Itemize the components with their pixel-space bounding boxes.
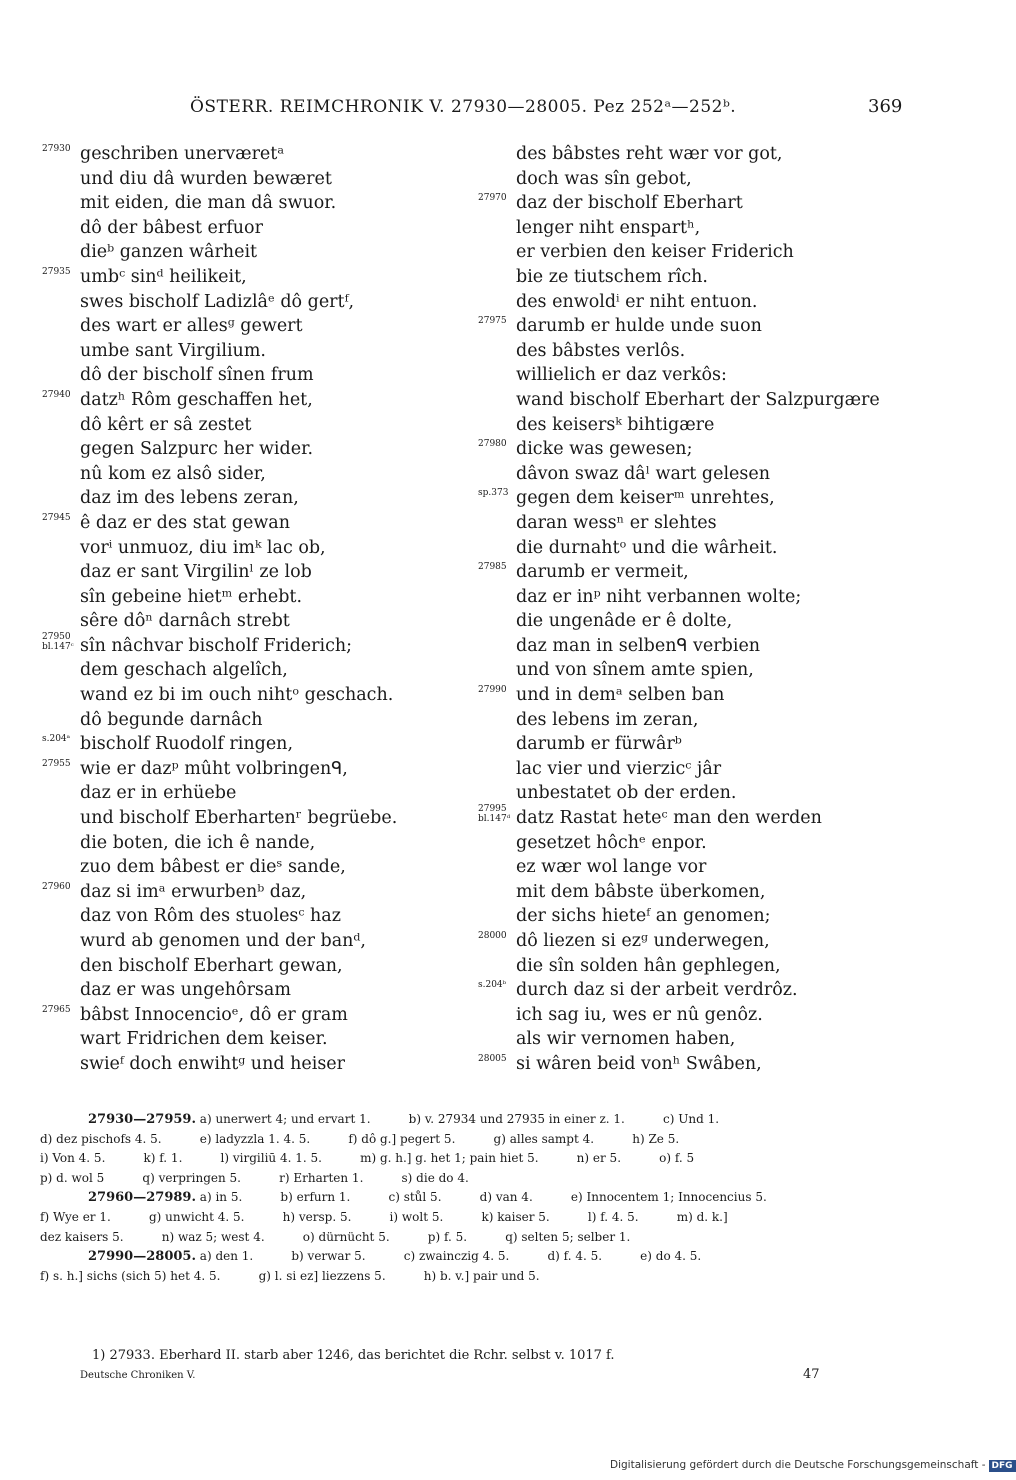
verse-line bbox=[478, 781, 948, 806]
verse-line bbox=[478, 363, 948, 388]
verse-text: swieᶠ doch enwihtᵍ und heiser bbox=[80, 1053, 346, 1074]
verse-line bbox=[42, 339, 482, 364]
apparatus-range: 27930—27959. bbox=[88, 1112, 196, 1127]
apparatus-line bbox=[40, 1247, 900, 1267]
verse-text: dô begunde darnâch bbox=[80, 709, 263, 730]
verse-text: und diu dâ wurden bewæret bbox=[80, 168, 332, 189]
verse-text: dieᵇ ganzen wârheit bbox=[80, 242, 258, 263]
verse-text: dâvon swaz dâˡ wart gelesen bbox=[516, 463, 771, 484]
verse-line bbox=[42, 142, 482, 167]
apparatus-text: p) d. wol 5 q) verpringen 5. r) Erharten 1. s) die do 4. bbox=[40, 1170, 469, 1185]
verse-line bbox=[42, 631, 482, 659]
verse-line bbox=[478, 240, 948, 265]
line-number: 27965 bbox=[42, 1004, 71, 1015]
verse-line bbox=[478, 1027, 948, 1052]
verse-text: der sichs hieteᶠ an genomen; bbox=[516, 906, 771, 927]
footnote: 1) 27933. Eberhard II. starb aber 1246, das berichtet die Rchr. selbst v. 1017 f. bbox=[92, 1348, 615, 1363]
verse-line bbox=[478, 904, 948, 929]
verse-text: ez wær wol lange vor bbox=[516, 857, 707, 878]
verse-text: unbestatet ob der erden. bbox=[516, 783, 737, 804]
verse-line bbox=[42, 855, 482, 880]
apparatus-line bbox=[40, 1208, 900, 1228]
line-number: 27930 bbox=[42, 144, 71, 154]
verse-line bbox=[42, 683, 482, 708]
verse-text: sîn nâchvar bischolf Friderich; bbox=[80, 635, 353, 656]
verse-text: daz von Rôm des stuolesᶜ haz bbox=[80, 906, 341, 927]
verse-line bbox=[478, 658, 948, 683]
verse-line bbox=[478, 216, 948, 241]
line-number: 27950 bl.147ᶜ bbox=[42, 631, 74, 652]
line-number: 28000 bbox=[478, 931, 507, 941]
verse-text: dô liezen si ezᵍ underwegen, bbox=[516, 931, 770, 951]
verse-line bbox=[478, 339, 948, 364]
apparatus-line bbox=[40, 1149, 900, 1169]
verse-line bbox=[478, 634, 948, 659]
verse-line bbox=[42, 929, 482, 954]
verse-text: und bischolf Eberhartenʳ begrüebe. bbox=[80, 808, 398, 829]
verse-text: sîn gebeine hietᵐ erhebt. bbox=[80, 586, 303, 607]
line-number: 27985 bbox=[478, 562, 507, 573]
verse-line bbox=[42, 806, 482, 831]
verse-line bbox=[478, 683, 948, 708]
verse-text: doch was sîn gebot, bbox=[516, 168, 692, 189]
verse-line bbox=[478, 486, 948, 511]
verse-text: dô der bischolf sînen frum bbox=[80, 365, 314, 386]
apparatus-line bbox=[40, 1169, 900, 1189]
verse-text: darumb er fürwârᵇ bbox=[516, 734, 682, 755]
verse-text: umbe sant Virgilium. bbox=[80, 340, 266, 361]
verse-line bbox=[478, 314, 948, 339]
apparatus-line bbox=[40, 1228, 900, 1248]
line-number: s.204ᵃ bbox=[42, 734, 71, 745]
verse-line bbox=[42, 486, 482, 511]
verse-text: des wart er allesᵍ gewert bbox=[80, 316, 303, 337]
verse-text: gegen Salzpurc her wider. bbox=[80, 439, 314, 460]
verse-line bbox=[42, 388, 482, 413]
running-header: ÖSTERR. REIMCHRONIK V. 27930—28005. Pez 252ᵃ—252ᵇ. bbox=[190, 97, 737, 117]
verse-line bbox=[478, 954, 948, 979]
verse-text: zuo dem bâbest er dieˢ sande, bbox=[80, 857, 346, 878]
verse-line bbox=[42, 609, 482, 634]
verse-line bbox=[42, 240, 482, 265]
verse-text: mit dem bâbste überkomen, bbox=[516, 881, 766, 902]
verse-text: lenger niht enspartʰ, bbox=[516, 217, 701, 238]
verse-line bbox=[478, 437, 948, 462]
verse-line bbox=[42, 954, 482, 979]
verse-line bbox=[42, 978, 482, 1003]
verse-line bbox=[42, 536, 482, 561]
verse-line bbox=[478, 855, 948, 880]
verse-text: durch daz si der arbeit verdrôz. bbox=[516, 980, 798, 1001]
verse-text: bâbst Innocencioᵉ, dô er gram bbox=[80, 1004, 348, 1025]
verse-line bbox=[42, 658, 482, 683]
verse-text: geschriben unerværetᵃ bbox=[80, 144, 285, 164]
verse-text: darumb er hulde unde suon bbox=[516, 316, 762, 337]
verse-text: dicke was gewesen; bbox=[516, 439, 693, 460]
dfg-credit-text: Digitalisierung gefördert durch die Deutsche Forschungsgemeinschaft - bbox=[610, 1459, 986, 1471]
verse-text: und in demᵃ selben ban bbox=[516, 685, 725, 706]
line-number: 27945 bbox=[42, 512, 71, 523]
line-number: 27995 bl.147ᵈ bbox=[478, 804, 511, 825]
verse-text: vorⁱ unmuoz, diu imᵏ lac ob, bbox=[80, 537, 326, 558]
verse-line bbox=[42, 585, 482, 610]
apparatus-line bbox=[40, 1130, 900, 1150]
verse-line bbox=[42, 191, 482, 216]
verse-line bbox=[42, 757, 482, 782]
verse-text: er verbien den keiser Friderich bbox=[516, 242, 794, 263]
verse-line bbox=[478, 290, 948, 315]
verse-line bbox=[42, 880, 482, 905]
verse-line bbox=[478, 708, 948, 733]
line-number: 27940 bbox=[42, 389, 71, 400]
verse-text: daz der bischolf Eberhart bbox=[516, 193, 743, 214]
verse-line bbox=[42, 290, 482, 315]
line-number: 28005 bbox=[478, 1053, 507, 1064]
verse-line bbox=[478, 511, 948, 536]
verse-text: wie er dazᵖ mûht volbringenᑫ, bbox=[80, 758, 348, 779]
verse-text: umbᶜ sinᵈ heilikeit, bbox=[80, 266, 247, 287]
verse-line bbox=[478, 462, 948, 487]
verse-text: die durnahtᵒ und die wârheit. bbox=[516, 537, 778, 558]
verse-line bbox=[478, 413, 948, 438]
verse-line bbox=[42, 167, 482, 192]
verse-line bbox=[478, 388, 948, 413]
page-number: 369 bbox=[868, 96, 903, 117]
dfg-logo: DFG bbox=[989, 1460, 1016, 1472]
verse-text: des lebens im zeran, bbox=[516, 709, 699, 730]
verse-line bbox=[42, 560, 482, 585]
verse-text: bischolf Ruodolf ringen, bbox=[80, 734, 294, 755]
verse-text: die boten, die ich ê nande, bbox=[80, 832, 316, 853]
verse-text: daz man in selbenᑫ verbien bbox=[516, 635, 761, 656]
verse-text: daz si imᵃ erwurbenᵇ daz, bbox=[80, 881, 307, 902]
apparatus-line bbox=[40, 1110, 900, 1130]
verse-text: datzʰ Rôm geschaffen het, bbox=[80, 389, 313, 410]
apparatus-text: a) in 5. b) erfurn 1. c) stůl 5. d) van 4. e) Innocentem 1; Innocencius 5. bbox=[195, 1190, 767, 1205]
verse-text: darumb er vermeit, bbox=[516, 562, 689, 583]
verse-text: nû kom ez alsô sider, bbox=[80, 463, 266, 484]
verse-line bbox=[42, 216, 482, 241]
dfg-credit bbox=[610, 1459, 1016, 1472]
verse-text: willielich er daz verkôs: bbox=[516, 365, 727, 386]
line-number: 27980 bbox=[478, 439, 507, 450]
apparatus-text: f) Wye er 1. g) unwicht 4. 5. h) versp. 5. i) wolt 5. k) kaiser 5. l) f. 4. 5. m) d. k.] bbox=[40, 1209, 728, 1224]
apparatus-text: a) den 1. b) verwar 5. c) zwainczig 4. 5. d) f. 4. 5. e) do 4. 5. bbox=[195, 1249, 702, 1264]
verse-text: dô kêrt er sâ zestet bbox=[80, 414, 252, 435]
verse-line bbox=[42, 511, 482, 536]
apparatus-text: dez kaisers 5. n) waz 5; west 4. o) dürnücht 5. p) f. 5. q) selten 5; selber 1. bbox=[40, 1229, 631, 1244]
verse-text: ê daz er des stat gewan bbox=[80, 512, 291, 533]
verse-line bbox=[42, 732, 482, 757]
verse-line bbox=[42, 437, 482, 462]
verse-text: des enwoldⁱ er niht entuon. bbox=[516, 291, 758, 312]
verse-line bbox=[478, 1003, 948, 1028]
verse-text: si wâren beid vonʰ Swâben, bbox=[516, 1053, 762, 1074]
verse-text: mit eiden, die man dâ swuor. bbox=[80, 193, 337, 214]
verse-text: wurd ab genomen und der banᵈ, bbox=[80, 931, 366, 951]
verse-line bbox=[42, 781, 482, 806]
verse-text: und von sînem amte spien, bbox=[516, 660, 754, 681]
apparatus-line bbox=[40, 1188, 900, 1208]
verse-line bbox=[478, 1052, 948, 1077]
verse-text: dem geschach algelîch, bbox=[80, 660, 288, 681]
verse-line bbox=[478, 167, 948, 192]
line-number: 27935 bbox=[42, 266, 71, 277]
line-number: 27960 bbox=[42, 881, 71, 892]
verse-line bbox=[478, 265, 948, 290]
verse-text: daz im des lebens zeran, bbox=[80, 488, 299, 509]
verse-text: bie ze tiutschem rîch. bbox=[516, 266, 708, 287]
left-verse-column bbox=[42, 142, 482, 1077]
verse-line bbox=[42, 413, 482, 438]
verse-text: sêre dôⁿ darnâch strebt bbox=[80, 611, 290, 632]
apparatus-text: d) dez pischofs 4. 5. e) ladyzzla 1. 4. 5. f) dô g.] pegert 5. g) alles sampt 4. h) Ze 5. bbox=[40, 1131, 680, 1146]
verse-line bbox=[478, 609, 948, 634]
verse-text: des bâbstes verlôs. bbox=[516, 340, 686, 361]
verse-text: daz er sant Virgilinˡ ze lob bbox=[80, 562, 312, 583]
verse-line bbox=[478, 536, 948, 561]
verse-line bbox=[478, 880, 948, 905]
verse-text: ich sag iu, wes er nû genôz. bbox=[516, 1004, 763, 1025]
verse-line bbox=[478, 978, 948, 1003]
verse-line bbox=[478, 732, 948, 757]
verse-line bbox=[42, 1027, 482, 1052]
verse-line bbox=[478, 585, 948, 610]
line-number: 27955 bbox=[42, 758, 71, 769]
right-verse-column bbox=[478, 142, 948, 1077]
apparatus-range: 27960—27989. bbox=[88, 1190, 196, 1206]
verse-text: als wir vernomen haben, bbox=[516, 1029, 736, 1050]
verse-line bbox=[478, 560, 948, 585]
verse-line bbox=[42, 1003, 482, 1028]
critical-apparatus bbox=[40, 1110, 900, 1286]
verse-text: die sîn solden hân gephlegen, bbox=[516, 955, 781, 976]
verse-line bbox=[42, 708, 482, 733]
line-number: 27970 bbox=[478, 193, 507, 204]
verse-text: datz Rastat heteᶜ man den werden bbox=[516, 808, 822, 829]
line-number: 27975 bbox=[478, 316, 507, 327]
apparatus-line bbox=[40, 1267, 900, 1287]
verse-line bbox=[42, 831, 482, 856]
verse-text: daz er inᵖ niht verbannen wolte; bbox=[516, 586, 802, 607]
verse-text: dô der bâbest erfuor bbox=[80, 217, 263, 238]
apparatus-text: a) unerwert 4; und ervart 1. b) v. 27934 und 27935 in einer z. 1. c) Und 1. bbox=[195, 1112, 720, 1126]
verse-text: gesetzet hôchᵉ enpor. bbox=[516, 832, 707, 853]
verse-line bbox=[42, 1052, 482, 1077]
sheet-signature: 47 bbox=[803, 1367, 820, 1382]
verse-text: swes bischolf Ladizlâᵉ dô gertᶠ, bbox=[80, 291, 355, 312]
verse-line bbox=[42, 462, 482, 487]
verse-text: daz er was ungehôrsam bbox=[80, 980, 291, 1001]
verse-text: wart Fridrichen dem keiser. bbox=[80, 1029, 328, 1050]
verse-line bbox=[478, 142, 948, 167]
line-number: 27990 bbox=[478, 685, 507, 696]
verse-text: den bischolf Eberhart gewan, bbox=[80, 955, 343, 976]
series-title: Deutsche Chroniken V. bbox=[80, 1370, 196, 1381]
verse-line bbox=[478, 806, 948, 831]
verse-line bbox=[42, 363, 482, 388]
verse-text: wand ez bi im ouch nihtᵒ geschach. bbox=[80, 685, 394, 706]
verse-line bbox=[42, 314, 482, 339]
verse-text: wand bischolf Eberhart der Salzpurgære bbox=[516, 389, 880, 410]
verse-text: des bâbstes reht wær vor got, bbox=[516, 144, 783, 164]
verse-line bbox=[42, 265, 482, 290]
apparatus-text: i) Von 4. 5. k) f. 1. l) virgiliū 4. 1. 5. m) g. h.] g. het 1; pain hiet 5. n) er 5. o) f. 5 bbox=[40, 1151, 695, 1166]
verse-text: daz er in erhüebe bbox=[80, 783, 237, 804]
verse-line bbox=[478, 191, 948, 216]
verse-text: daran wessⁿ er slehtes bbox=[516, 512, 717, 533]
apparatus-text: f) s. h.] sichs (sich 5) het 4. 5. g) l. si ez] liezzens 5. h) b. v.] pair und 5. bbox=[40, 1268, 540, 1283]
verse-line bbox=[478, 831, 948, 856]
verse-text: lac vier und vierzicᶜ jâr bbox=[516, 758, 722, 779]
apparatus-range: 27990—28005. bbox=[88, 1249, 196, 1265]
verse-line bbox=[478, 929, 948, 954]
line-number: s.204ᵇ bbox=[478, 980, 507, 991]
line-number: sp.373 bbox=[478, 488, 509, 499]
verse-line bbox=[478, 757, 948, 782]
verse-text: des keisersᵏ bihtigære bbox=[516, 414, 715, 435]
verse-text: die ungenâde er ê dolte, bbox=[516, 611, 733, 632]
verse-line bbox=[42, 904, 482, 929]
verse-text: gegen dem keiserᵐ unrehtes, bbox=[516, 488, 775, 509]
